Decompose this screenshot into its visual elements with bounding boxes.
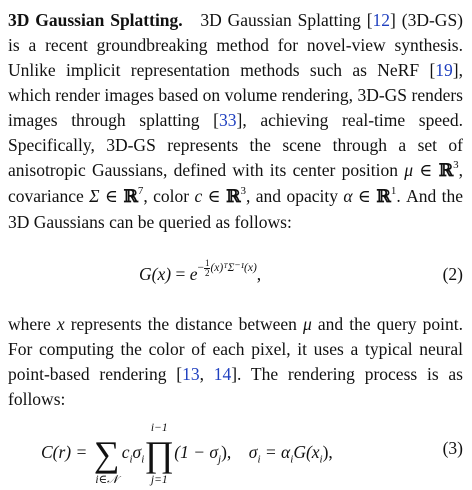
sub: i: [290, 453, 294, 466]
math-mu: μ: [404, 160, 414, 180]
text: ] (3D-GS) is a recent groundbreaking method for novel-view synthesis. Unlike implicit representation methods such as NeRF [: [8, 10, 463, 80]
factor-end: ),: [221, 442, 232, 463]
text: where: [8, 314, 57, 334]
math-reals: ℝ: [225, 187, 241, 207]
text: , and opacity: [246, 186, 344, 206]
math-sup: 7: [137, 185, 144, 198]
exp-minus: −: [197, 262, 204, 274]
math-in: ∈: [202, 186, 226, 206]
sub: j: [218, 453, 222, 466]
text: , covariance: [8, 160, 463, 206]
product-lower-limit: j=1: [150, 474, 168, 486]
text: ], achieving real-time speed. Specifically, 3D-GS represents the scene through a set of anisotropic Gaussians, defined with its center position: [8, 110, 463, 180]
citation-19[interactable]: 19: [435, 60, 453, 80]
eq-base: e: [189, 264, 198, 284]
sum-operator: [92, 434, 122, 486]
math-reals: ℝ: [123, 187, 138, 207]
citation-12[interactable]: 12: [372, 10, 391, 30]
math-c: c: [194, 186, 203, 206]
math-reals: ℝ: [376, 187, 391, 207]
citation-33[interactable]: 33: [219, 110, 237, 130]
sub: i: [129, 453, 133, 466]
sub: i: [319, 453, 323, 466]
product-upper-limit: i−1: [150, 422, 168, 434]
term-sigma: σ: [132, 442, 142, 463]
math-sup: 1: [390, 185, 397, 198]
exp-rest: (x)ᵀΣ⁻¹(x): [210, 262, 257, 274]
math-reals: ℝ: [438, 161, 454, 181]
equation-3: [8, 412, 463, 486]
math-alpha: α: [343, 186, 353, 206]
math-x: x: [56, 314, 65, 334]
text: ], which render images based on volume rendering, 3D-GS renders images through splatting [: [8, 60, 463, 130]
section-heading: 3D Gaussian Splatting.: [8, 10, 183, 30]
equation-2: [8, 256, 463, 294]
eq-lhs: G(x): [139, 264, 172, 284]
product-operator: [144, 422, 175, 486]
frac-num: 1: [204, 257, 210, 268]
math-sigma: Σ: [89, 186, 100, 206]
sub: i: [257, 453, 261, 466]
math-sup: 3: [453, 159, 459, 172]
math-mu: μ: [303, 314, 312, 334]
citation-14[interactable]: 14: [213, 364, 232, 384]
math-sup: 3: [240, 185, 247, 198]
rhs-G: G(x: [293, 442, 320, 463]
term-c: c: [121, 442, 130, 463]
rhs-alpha: = α: [260, 442, 291, 463]
equation-number: (2): [442, 264, 463, 284]
rhs-end: ),: [322, 442, 333, 463]
paragraph-3dgs-intro: [8, 8, 463, 235]
equation-3-body: [41, 422, 333, 486]
frac-den: 2: [204, 267, 210, 278]
text: , color: [143, 186, 195, 206]
factor: (1 − σ: [174, 442, 219, 463]
eq-sign: =: [171, 264, 190, 284]
citation-separator: ,: [199, 364, 214, 384]
paragraph-rendering: [8, 312, 463, 412]
math-in: ∈: [413, 160, 439, 180]
text: . And the 3D Gaussians can be queried as follows:: [8, 186, 463, 232]
text: 3D Gaussian Splatting [: [200, 10, 373, 30]
sum-lower-limit: i∈𝒩: [95, 474, 119, 486]
rhs-sigma: σ: [248, 442, 258, 463]
math-in: ∈: [99, 186, 124, 206]
sub: i: [141, 453, 145, 466]
text: represents the distance between: [64, 314, 304, 334]
citation-13[interactable]: 13: [182, 364, 200, 384]
product-symbol: ∏: [144, 434, 175, 474]
math-in: ∈: [352, 186, 377, 206]
text: and the query point. For computing the color of each pixel, it uses a typical neural point-based rendering [: [8, 314, 463, 384]
equation-number: (3): [442, 438, 463, 458]
sum-symbol: ∑: [93, 434, 120, 474]
equation-2-body: [139, 257, 262, 290]
eq-lhs: C(r) =: [41, 442, 92, 463]
text: ]. The rendering process is as follows:: [8, 364, 463, 409]
eq-trail: ,: [256, 264, 262, 284]
eq-exponent: [197, 257, 257, 278]
